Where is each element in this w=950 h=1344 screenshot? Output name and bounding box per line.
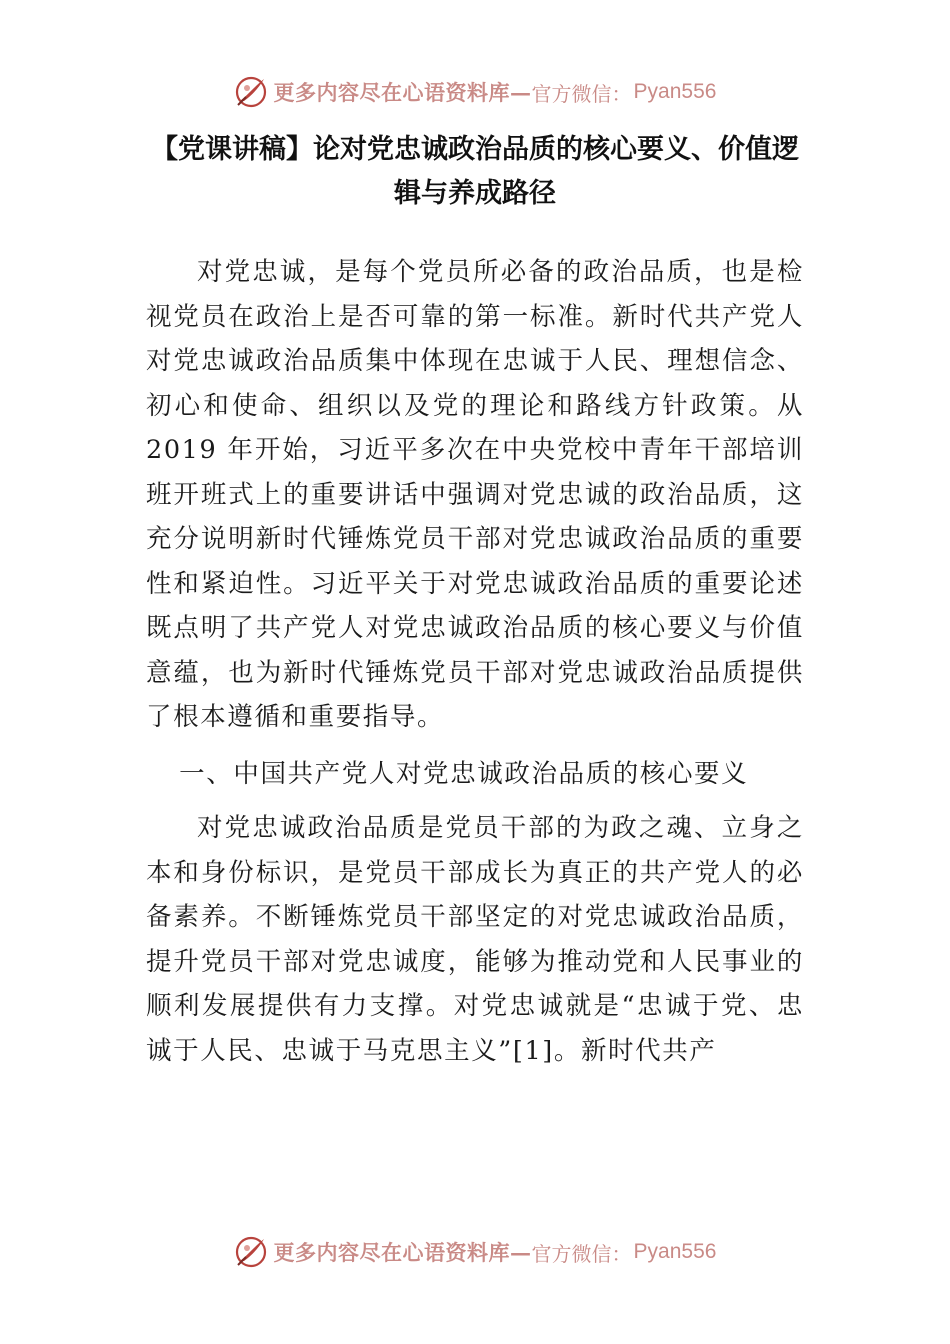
section-heading: 一、中国共产党人对党忠诚政治品质的核心要义 bbox=[179, 758, 749, 789]
body-paragraph: 对党忠诚政治品质是党员干部的为政之魂、立身之本和身份标识，是党员干部成长为真正的共产党人的必备素养。不断锤炼党员干部坚定的对党忠诚政治品质，提升党员干部对党忠诚度，能够为推动党和人民事业的顺利发展提供有力支撑。对党忠诚就是“忠诚于党、忠诚于人民、忠诚于马克思主义”[1]。新时代共产 bbox=[146, 813, 805, 1066]
banner-contact-id: Pyan556 bbox=[633, 1240, 717, 1263]
banner-contact-label: 官方微信： bbox=[531, 1241, 632, 1266]
body-paragraph: 对党忠诚，是每个党员所必备的政治品质，也是检视党员在政治上是否可靠的第一标准。新时代共产党人对党忠诚政治品质集中体现在忠诚于人民、理想信念、初心和使命、组织以及党的理论和路线方针政策。从 2019 年开始，习近平多次在中央党校中青年干部培训班开班式上的重要讲话中强调对党忠诚的政治品质，这充分说明新时代锤炼党员干部对党忠诚政治品质的重要性和紧迫性。习近平关于对党忠诚政治品质的重要论述既点明了共产党人对党忠诚政治品质的核心要义与价值意蕴，也为新时代锤炼党员干部对党忠诚政治品质提供了根本遵循和重要指导。 bbox=[146, 257, 804, 732]
banner-contact-label: 官方微信： bbox=[531, 81, 632, 106]
document-body bbox=[146, 250, 804, 1073]
banner-contact-id: Pyan556 bbox=[633, 80, 717, 103]
header-banner bbox=[0, 72, 950, 112]
document-title: 【党课讲稿】论对党忠诚政治品质的核心要义、价值逻辑与养成路径 bbox=[151, 134, 799, 209]
banner-text: 更多内容尽在心语资料库— bbox=[273, 80, 532, 105]
quill-pen-logo-icon bbox=[234, 1235, 268, 1269]
quill-pen-logo-icon bbox=[234, 75, 268, 109]
footer-banner bbox=[0, 1232, 950, 1272]
banner-text: 更多内容尽在心语资料库— bbox=[273, 1240, 532, 1265]
